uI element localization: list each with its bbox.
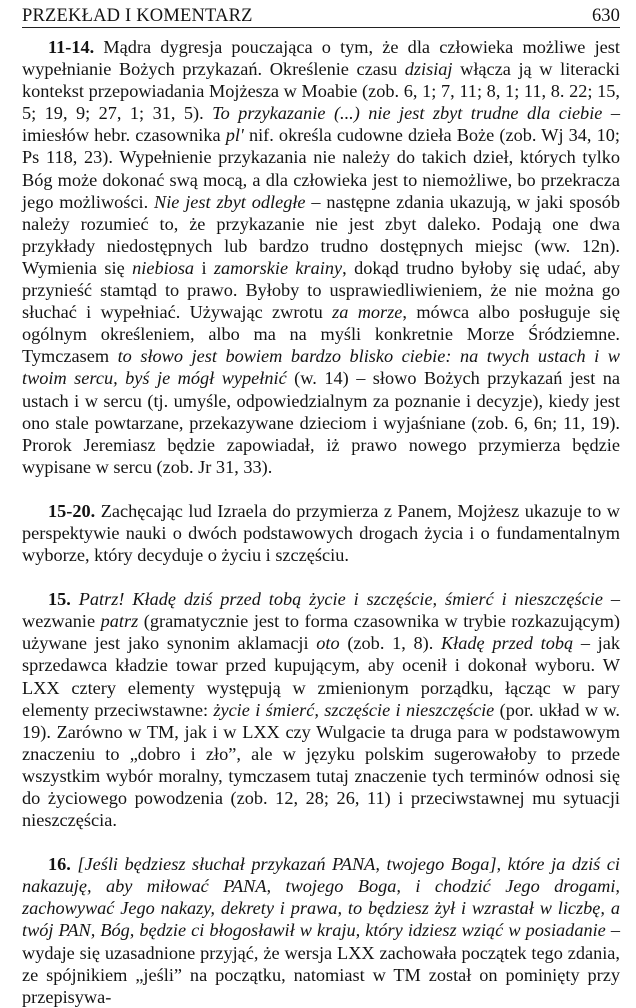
text-run: – imiesłów hebr. czasownika [22,103,620,146]
text-run: włącza ją w literacki kontekst przepowiadania Mojżesza w Moabie (zob. 6, 1; 7, 11; 8, 1; 11, 8. 22; 15, 5; 19, 9; 27, 1; 31, 5). [22,59,620,124]
text-run: (gramatycznie jest to forma czasownika w trybie rozkazującym) używane jest jako synonim aklamacji [22,611,621,654]
italic-quote: Kładę przed tobą [440,633,574,654]
italic-quote: dzisiaj [404,59,453,80]
text-run: (w. 14) – słowo Bożych przykazań jest na ustach i w sercu (tj. umyśle, odpowiedzialnym za poznanie i decyzje), kiedy jest ono stale powtarzane, przekazywane dzieciom i wyjaśniane (zob. 6, 6n; 11, 19). Prorok Jeremiasz będzie zapowiadał, iż prawo nowego przymierza będzie wypisane w sercu (zob. Jr 31, 33). [22,368,621,477]
page-number: 630 [591,6,620,26]
italic-quote: Patrz! Kładę dziś przed tobą życie i szczęście, śmierć i nieszczęście [70,589,603,610]
text-run: – następne zdania ukazują, w jaki sposób należy rozumieć to, że przykazanie nie jest zbyt daleko. Podają one dwa przykłady niedostępnych lub bardzo trudno dostępnych miejsc (ww. 12n). Wymienia się [22,191,620,278]
running-header-title: PRZEKŁAD I KOMENTARZ [22,6,253,26]
commentary-paragraph-16 [22,853,620,1008]
verse-number: 11-14. [48,37,95,57]
text-run: , mówca albo posługuje się ogólnym określeniem, albo ma na myśli konkretnie Morze Śródziemne. Tymczasem [22,302,620,367]
italic-quote: życie i śmierć, szczęście i nieszczęście [213,699,495,720]
italic-quote: patrz [100,611,139,632]
verse-number: 15. [48,589,71,610]
text-run: (por. układ w w. 19). Zarówno w TM, jak i w LXX czy Wulgacie ta druga para w podstawowym znaczeniu to „dobro i zło”, ale w języku polskim sugerowałoby to przede wszystkim wybór moralny, tymczasem tutaj znaczenie tych terminów odnosi się do życiowego powodzenia (zob. 12, 28; 26, 11) i przeciwstawnej mu sytuacji nieszczęścia. [22,699,620,831]
running-header [22,5,620,28]
italic-quote: zamorskie krainy [213,257,343,278]
text-run: – jak sprzedawca kładzie towar przed kupującym, aby ocenił i dokonał wyboru. W LXX cztery elementy występują w zmienionym porządku, łącząc w pary elementy przeciwstawne: [22,633,620,720]
text-run: – wezwanie [22,589,620,632]
italic-quote: To przykazanie (...) nie jest zbyt trudne dla ciebie [212,103,603,124]
text-run: i [194,257,214,278]
verse-number: 16. [48,854,71,875]
paragraph-text [22,589,620,830]
italic-quote: [Jeśli będziesz słuchał przykazań PANA, twojego Boga], które ja dziś ci nakazuję, aby miłować PANA, twojego Boga, i chodzić Jego drogami, zachowywać Jego nakazy, dekrety i prawa, to będziesz żył i wzrastał w liczbę, a twój PAN, Bóg, będzie ci błogosławił w kraju, który idziesz wziąć w posiadanie [22,854,620,941]
text-run: – wydaje się uzasadnione przyjąć, że wersja LXX zachowała początek tego zdania, ze spójnikiem „jeśli” na początku, natomiast w TM został on pominięty przy przepisywa- [22,920,620,1007]
italic-quote: za morze [332,302,403,323]
italic-quote: to słowo jest bowiem bardzo blisko ciebie: na twych ustach i w twoim sercu, byś je mógł wypełnić [22,346,620,389]
text-run: Mądra dygresja pouczająca o tym, że dla człowieka możliwe jest wypełnianie Bożych przykazań. Określenie czasu [22,37,620,80]
paragraph-text [22,501,620,565]
italic-quote: oto [316,633,340,654]
commentary-paragraph-15 [22,588,620,831]
commentary-paragraph-11-14 [22,36,620,478]
commentary-paragraph-15-20 [22,500,620,566]
commentary-body [22,36,620,1008]
italic-quote: Nie jest zbyt odległe [154,191,306,212]
text-run: Zachęcając lud Izraela do przymierza z Panem, Mojżesz ukazuje to w perspektywie nauki o dwóch podstawowych drogach życia i o fundamentalnym wyborze, który decyduje o życiu i szczęściu. [22,500,620,566]
paragraph-text [22,854,620,1007]
italic-quote: niebiosa [132,257,195,278]
text-run: , dokąd trudno byłoby się udać, aby przynieść stamtąd to prawo. Byłoby to usprawiedliwieniem, że nie można go słuchać i wypełniać. Używając zwrotu [22,257,620,323]
text-run: nif. określa cudowne dzieła Boże (zob. Wj 34, 10; Ps 118, 23). Wypełnienie przykazania nie należy do takich dzieł, których tylko Bóg może dokonać swą mocą, a dla człowieka jest to niemożliwe, bo przekracza jego możliwości. [22,125,620,212]
verse-number: 15-20. [48,500,96,521]
italic-quote: pl' [225,125,244,146]
paragraph-text [22,37,620,477]
text-run: (zob. 1, 8). [339,633,441,654]
